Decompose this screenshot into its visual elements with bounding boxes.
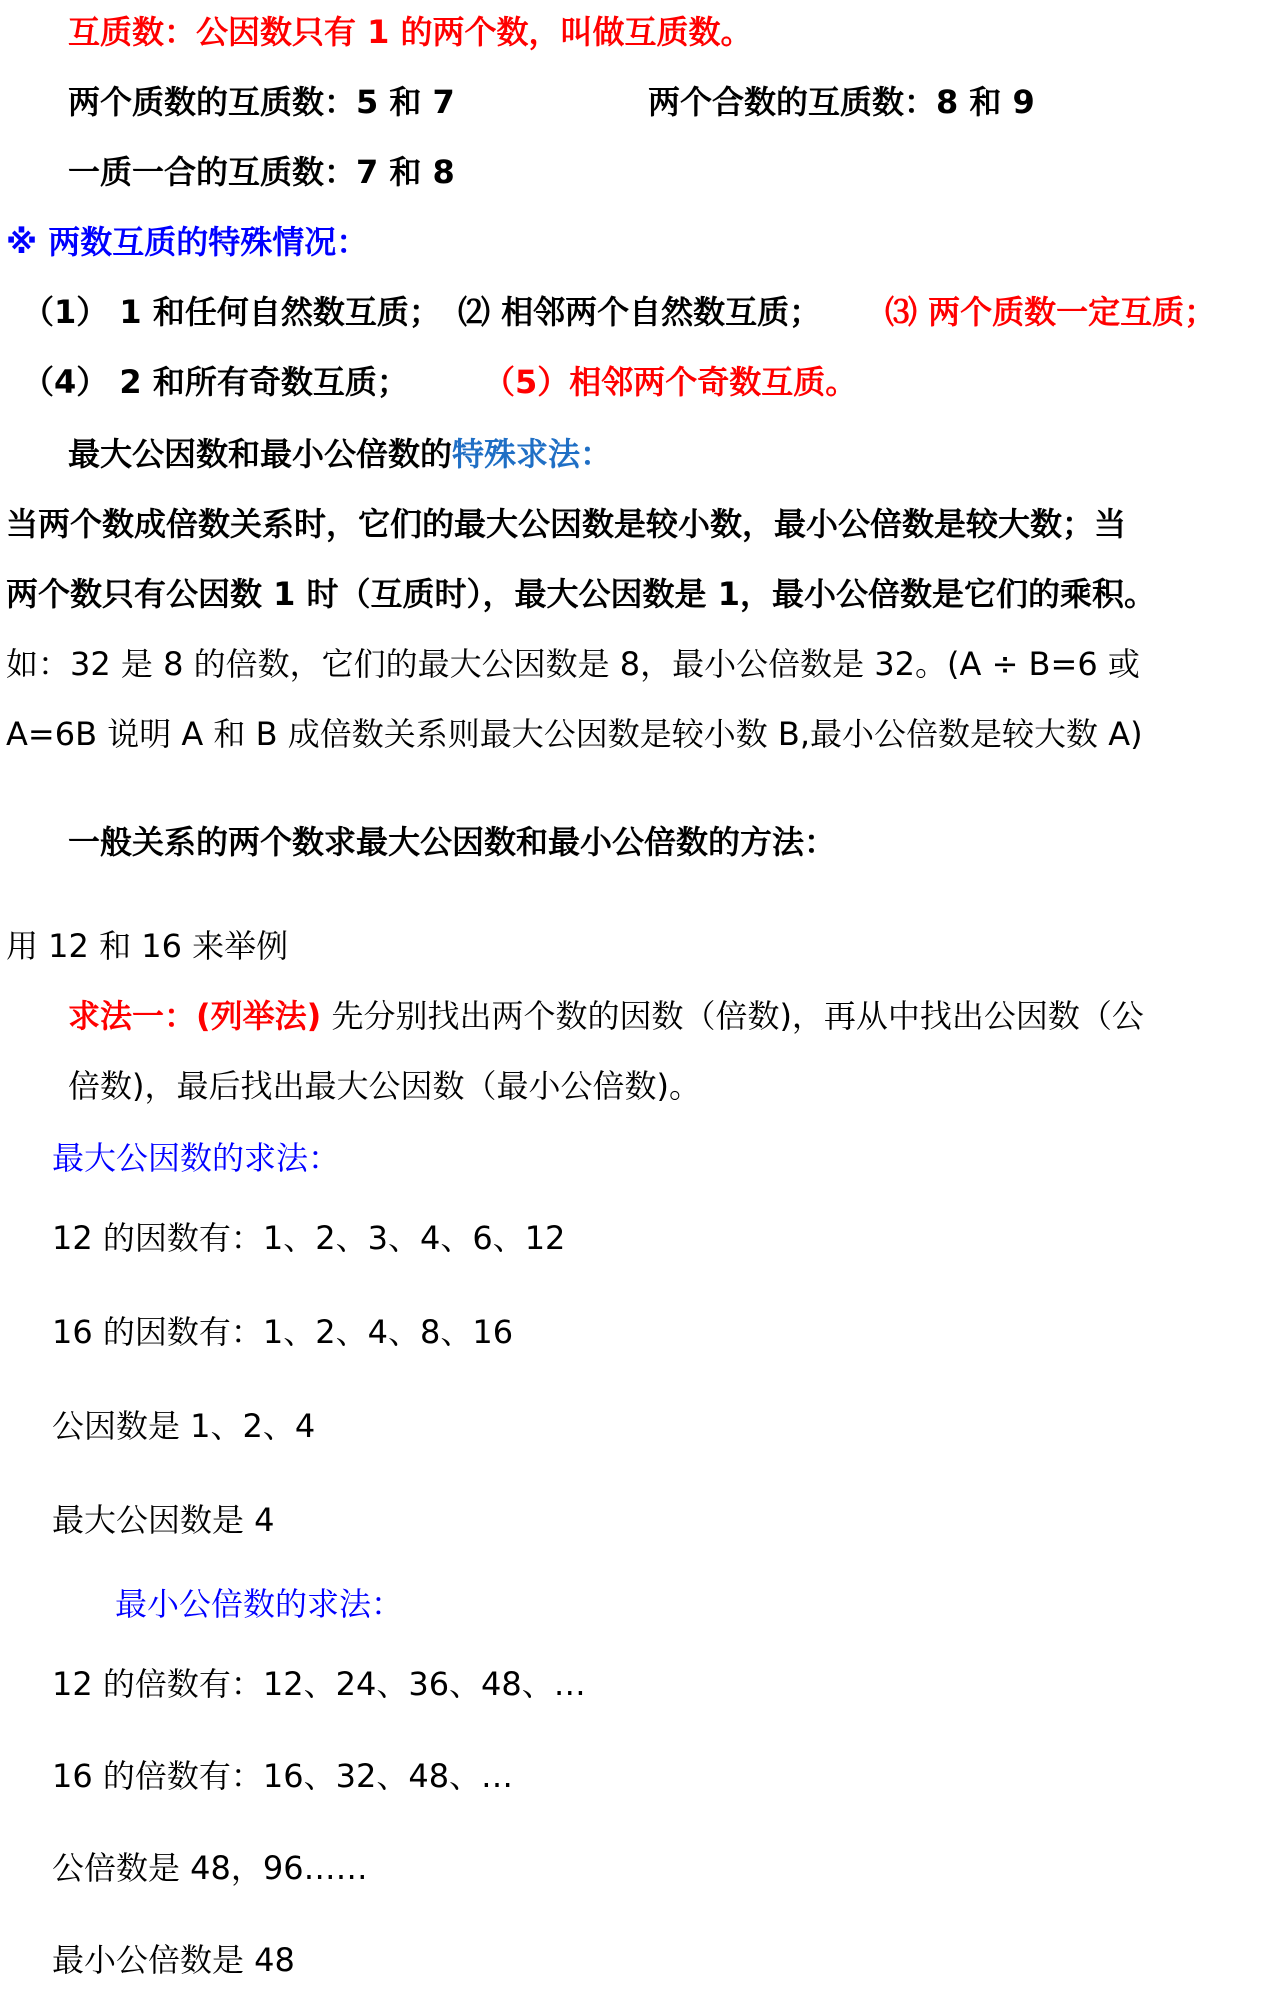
special-method-para-4: A=6B 说明 A 和 B 成倍数关系则最大公因数是较小数 B,最小公倍数是较大数 A) bbox=[6, 715, 1143, 753]
method-one-line-1 bbox=[68, 996, 1144, 1036]
coprime-case-3: ⑶ 两个质数一定互质； bbox=[885, 293, 1217, 331]
coprime-definition: 互质数：公因数只有 1 的两个数，叫做互质数。 bbox=[68, 13, 753, 51]
gcd-result: 最大公因数是 4 bbox=[52, 1501, 275, 1539]
gcd-common-factors: 公因数是 1、2、4 bbox=[52, 1407, 316, 1445]
coprime-example-primes: 两个质数的互质数：5 和 7 bbox=[68, 83, 455, 121]
coprime-example-composites: 两个合数的互质数：8 和 9 bbox=[648, 83, 1035, 121]
special-method-para-1: 当两个数成倍数关系时，它们的最大公因数是较小数，最小公倍数是较大数；当 bbox=[6, 505, 1127, 543]
lcm-multiples-16: 16 的倍数有：16、32、48、… bbox=[52, 1757, 514, 1795]
coprime-case-5: （5）相邻两个奇数互质。 bbox=[483, 363, 858, 401]
gcd-factors-16: 16 的因数有：1、2、4、8、16 bbox=[52, 1313, 514, 1351]
lcm-result: 最小公倍数是 48 bbox=[52, 1941, 295, 1979]
coprime-case-1: （1） 1 和任何自然数互质； bbox=[22, 293, 441, 331]
gcd-title: 最大公因数的求法： bbox=[52, 1139, 341, 1177]
general-method-title: 一般关系的两个数求最大公因数和最小公倍数的方法： bbox=[68, 823, 837, 861]
special-method-para-2: 两个数只有公因数 1 时（互质时），最大公因数是 1，最小公倍数是它们的乘积。 bbox=[6, 575, 1156, 613]
gcd-factors-12: 12 的因数有：1、2、3、4、6、12 bbox=[52, 1219, 566, 1257]
general-example: 用 12 和 16 来举例 bbox=[6, 927, 289, 965]
method-one-text: 先分别找出两个数的因数（倍数)，再从中找出公因数（公 bbox=[321, 997, 1144, 1035]
lcm-common-multiples: 公倍数是 48，96…… bbox=[52, 1849, 368, 1887]
coprime-case-2: ⑵ 相邻两个自然数互质； bbox=[458, 293, 822, 331]
lcm-title: 最小公倍数的求法： bbox=[115, 1585, 404, 1623]
special-method-title bbox=[68, 434, 612, 474]
coprime-case-4: （4） 2 和所有奇数互质； bbox=[22, 363, 409, 401]
coprime-special-title: ※ 两数互质的特殊情况： bbox=[6, 223, 369, 261]
special-method-title-b: 特殊求法： bbox=[452, 435, 613, 473]
coprime-example-mixed: 一质一合的互质数：7 和 8 bbox=[68, 153, 455, 191]
method-one-label: 求法一：(列举法) bbox=[68, 997, 322, 1035]
lcm-multiples-12: 12 的倍数有：12、24、36、48、… bbox=[52, 1665, 586, 1703]
special-method-title-a: 最大公因数和最小公倍数的 bbox=[68, 435, 453, 473]
special-method-para-3: 如：32 是 8 的倍数，它们的最大公因数是 8，最小公倍数是 32。(A ÷ B=6 或 bbox=[6, 645, 1140, 683]
method-one-line-2: 倍数)，最后找出最大公因数（最小公倍数)。 bbox=[68, 1067, 701, 1105]
